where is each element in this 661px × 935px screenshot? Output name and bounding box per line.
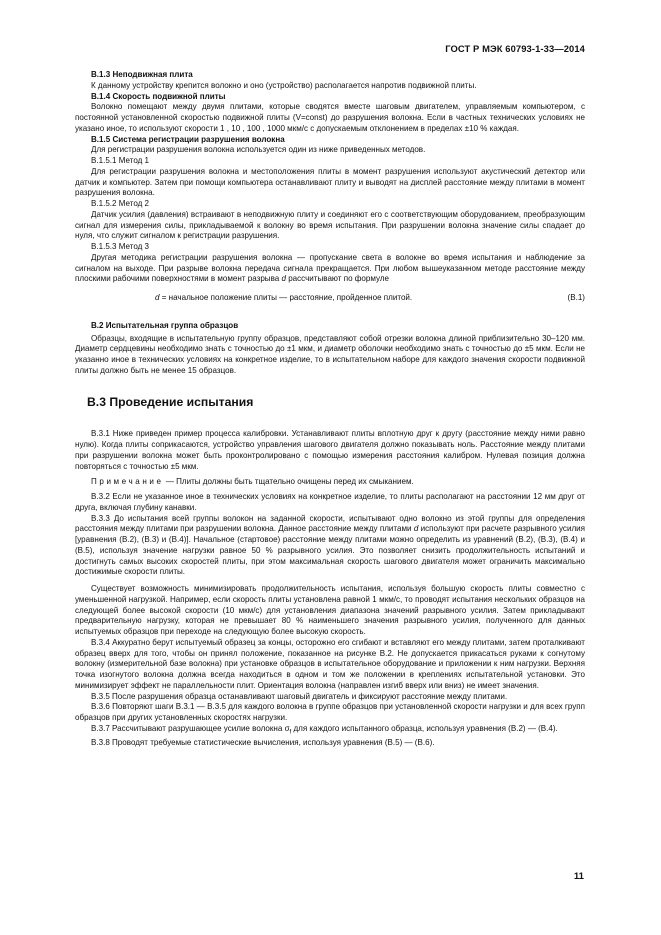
paragraph-b32: В.3.2 Если не указанное иное в технических условиях на конкретное изделие, то плиты располагают на расстоянии 12 мм друг от друга, включая глубину канавки. bbox=[75, 492, 585, 512]
document-code-header: ГОСТ Р МЭК 60793-1-33—2014 bbox=[445, 43, 585, 54]
formula-b1 bbox=[75, 293, 585, 304]
section-b13-title: В.1.3 Неподвижная плита bbox=[91, 70, 193, 79]
paragraph-b34: В.3.4 Аккуратно берут испытуемый образец за концы, осторожно его сгибают и вставляют его между плитами, затем проталкивают образец вверх для того, чтобы он принял положение, показанное на рисунке В.2. Не допускается прикасаться руками к согнутому волокну (измерительной базе волокна) при установке образцов в испытательное оборудование и приложении к ним нагрузки. Верхняя точка изогнутого волокна должна всегда находиться в одном и том же положении в креплениях испытательной установки. Это минимизирует эффект не параллельности плит. Ориентация волокна (направлен изгиб вверх или вниз) не имеет значения. bbox=[75, 637, 585, 690]
section-b2-text: Образцы, входящие в испытательную группу образцов, представляют собой отрезки волокна длиной приблизительно 30–120 мм. Диаметр сердцевины необходимо знать с точностью до ±1 мкм, и диаметр оболочки необходимо знать с точностью до ±5 мкм. Если не указанно иное в технических условиях на конкретное изделие, то в испытательном наборе для каждого значения скорости подвижной плиты должно быть не менее 15 образцов. bbox=[75, 333, 585, 375]
paragraph-b31: В.3.1 Ниже приведен пример процесса калибровки. Устанавливают плиты вплотную друг к другу (расстояние между ними равно нулю). Когда плиты соприкасаются, устройство управления шагового двигателя должно показывать ноль. Расстояние между плитами при разрушении волокна может быть проконтролировано с помощью измерения расстояния калибром. Нулевая позиция должна повторяться с точностью ±5 мкм. bbox=[75, 429, 585, 471]
method-1-text: Для регистрации разрушения волокна и местоположения плиты в момент разрушения используют акустический детектор или датчик и компьютер. Затем при помощи компьютера останавливают плиту и выводят на дисплей расстояние между плитами в момент разрушения волокна. bbox=[75, 166, 585, 198]
section-b3-title: В.3 Проведение испытания bbox=[87, 394, 254, 409]
section-b14-title: В.1.4 Скорость подвижной плиты bbox=[91, 91, 226, 101]
section-b2-title: В.2 Испытательная группа образцов bbox=[91, 320, 239, 330]
note-text: — Плиты должны быть тщательно очищены перед их смыканием. bbox=[163, 477, 414, 487]
note bbox=[75, 477, 585, 488]
section-b15-intro: Для регистрации разрушения волокна используется один из ниже приведенных методов. bbox=[91, 145, 426, 155]
section-b14-text: Волокно помещают между двумя плитами, которые сводятся вместе шаговым двигателем, управляемым компьютером, с постоянной установленной скоростью подвижной плиты (V=const) до разрушения волокна. Если в частных технических условиях не указано иное, то используют скорости 1 , 10 , 100 , 1000 мкм/с с допускаемым отклонением в пределах ±10 % каждая. bbox=[75, 102, 585, 133]
variable-d-2: d bbox=[413, 524, 419, 534]
formula-variable-d: d bbox=[155, 293, 160, 302]
method-3-title: В.1.5.3 Метод 3 bbox=[91, 242, 150, 251]
method-2-title: В.1.5.2 Метод 2 bbox=[91, 199, 150, 208]
paragraph-b36: В.3.6 Повторяют шаги В.3.1 — В.3.5 для каждого волокна в группе образцов при установленной скорости нагрузки и для всех групп образцов при других установленных скоростях нагрузки. bbox=[75, 702, 585, 722]
method-1-title: В.1.5.1 Метод 1 bbox=[91, 156, 150, 165]
document-body bbox=[75, 70, 585, 749]
page-number: 11 bbox=[573, 871, 584, 882]
paragraph-b38: В.3.8 Проводят требуемые статистические вычисления, используя уравнения (В.5) — (В.6). bbox=[91, 738, 435, 748]
paragraph-b33-cont: Существует возможность минимизировать продолжительность испытания, используя большую скорость плиты совместно с уменьшенной нагрузкой. Например, если скорость плиты установлена равной 1 мкм/с, то проводят испытания нескольких образцов на следующей более высокой скорости (10 мкм/с) для установления диапазона значений разрывного усилия. Затем прикладывают предварительную нагрузку, которая не превышает 80 % наименьшего значения разрывного усилия, полученного для данных испытуемых образцов при переходе на следующую более высокую скорость. bbox=[75, 584, 585, 636]
subscript-f: f bbox=[289, 729, 292, 736]
method-3-text: Другая методика регистрации разрушения волокна — пропускание света в волокне во время испытания и наблюдение за сигналом на выходе. При разрыве волокна передача сигнала прекращается. При любом вышеуказанном методе расстояние между плоскими рабочими поверхностями в момент разрыва d рассчитывают по формуле bbox=[75, 252, 585, 284]
section-b13-text: К данному устройству крепится волокно и оно (устройство) располагается напротив подвижной плиты. bbox=[91, 80, 477, 90]
variable-d: d bbox=[281, 274, 286, 284]
formula-text: = начальное положение плиты — расстояние, пройденное плитой. bbox=[159, 293, 413, 302]
paragraph-b33: В.3.3 До испытания всей группы волокон на заданной скорости, испытывают одно волокно из этой группы для определения расстояния между плитами при разрушении волокна. Данное расстояние между плитами d используют при расчете разрывного усилия [уравнения (В.2), (В.3) и (В.4)]. Начальное (стартовое) расстояние между плитами можно определить из уравнений (В.2), (В.3), (В.4) и (В.5), используя значение нагрузки равное 50 % разрывного усилия. Это позволяет снизить продолжительность испытаний и достигнуть самых высоких скоростей плиты, при этом максимальная скорость шагового двигателя может ограничить максимально достижимые скорости плиты. bbox=[75, 513, 585, 577]
section-b15-title: В.1.5 Система регистрации разрушения волокна bbox=[91, 134, 285, 144]
formula-number: (В.1) bbox=[567, 293, 585, 302]
paragraph-b35: В.3.5 После разрушения образца останавливают шаговый двигатель и фиксируют расстояние между плитами. bbox=[91, 691, 508, 701]
note-label: Примечание bbox=[91, 477, 164, 487]
method-2-text: Датчик усилия (давления) встраивают в неподвижную плиту и соединяют его с соответствующим оборудованием, преобразующим сигнал для измерения силы, прикладываемой к волокну во время испытания. При разрушении волокна значение силы спадает до нуля, что служит сигналом к регистрации разрушения. bbox=[75, 209, 585, 241]
paragraph-b37: В.3.7 Рассчитывают разрушающее усилие волокна $\sigma_f$ для каждого испытанного образца, используя уравнения (В.2) — (В.4). bbox=[91, 723, 558, 736]
